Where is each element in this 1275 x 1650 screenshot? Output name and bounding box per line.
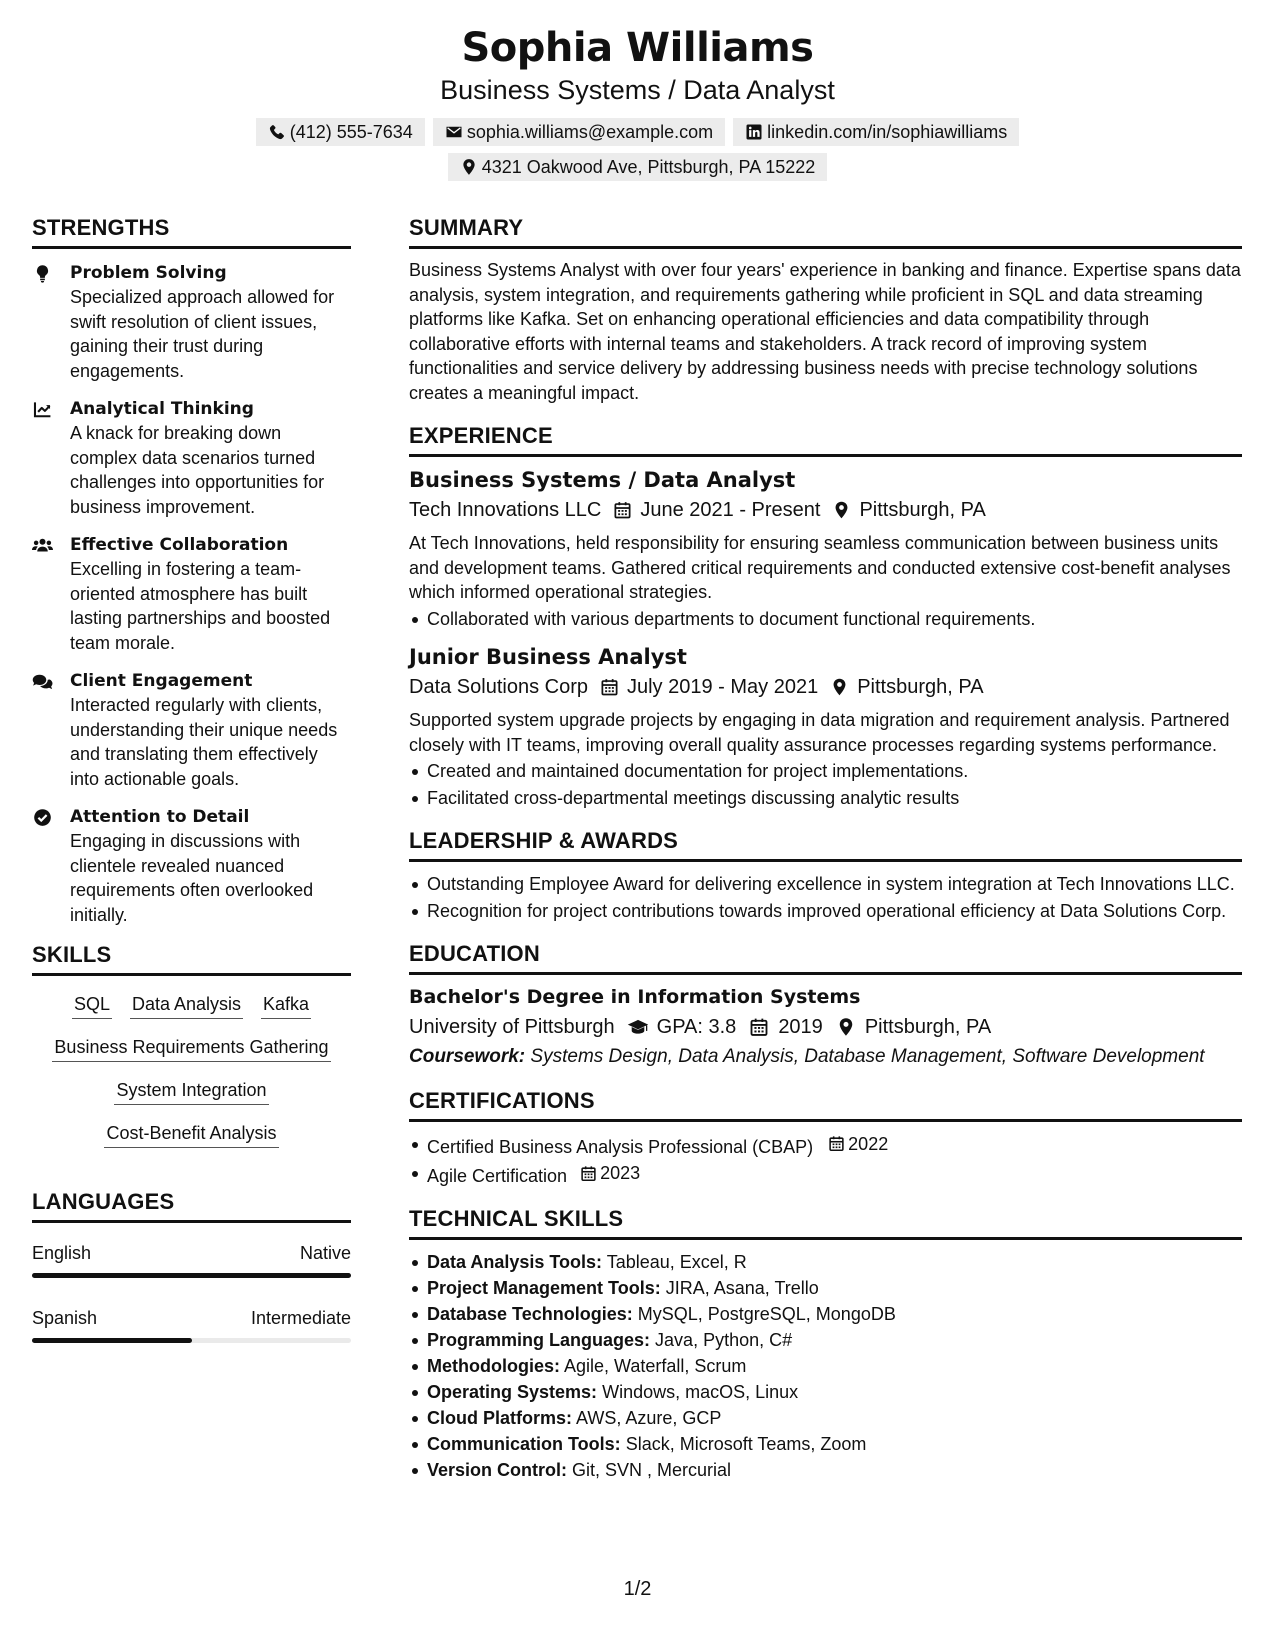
right-column xyxy=(409,214,1242,1483)
technical-skill-label: Communication Tools: xyxy=(427,1434,621,1454)
certification-name: Certified Business Analysis Professional (CBAP) xyxy=(427,1136,814,1157)
technical-skill-value: AWS, Azure, GCP xyxy=(576,1408,722,1428)
calendar-icon xyxy=(613,500,632,520)
job-meta xyxy=(409,671,1242,703)
strength-item xyxy=(32,533,351,655)
job-location: Pittsburgh, PA xyxy=(859,499,986,521)
certification-item xyxy=(409,1161,1242,1188)
map-marker-icon xyxy=(832,500,851,520)
skills-title: SKILLS xyxy=(32,941,351,976)
language-proficiency-bar xyxy=(32,1338,351,1343)
strength-item xyxy=(32,261,351,383)
language-proficiency-fill xyxy=(32,1338,192,1343)
job-bullet: Collaborated with various departments to document functional requirements. xyxy=(409,607,1242,632)
education-degree: Bachelor's Degree in Information Systems xyxy=(409,986,861,1008)
education-location: Pittsburgh, PA xyxy=(864,1016,992,1038)
map-marker-icon xyxy=(460,158,478,176)
summary-title: SUMMARY xyxy=(409,214,1242,249)
technical-skill-value: Java, Python, C# xyxy=(655,1330,793,1350)
comments-icon xyxy=(32,672,53,691)
technical-skill-item xyxy=(409,1354,1242,1379)
chart-line-icon xyxy=(32,400,53,419)
skill-tag: Cost-Benefit Analysis xyxy=(104,1121,278,1148)
experience-title: EXPERIENCE xyxy=(409,422,1242,457)
certifications-title: CERTIFICATIONS xyxy=(409,1087,1242,1122)
users-icon xyxy=(32,536,53,555)
job-bullets xyxy=(409,607,1242,632)
contact-row xyxy=(0,118,1275,146)
strength-desc: Excelling in fostering a team-oriented atmosphere has built lasting partnerships and boosted team morale. xyxy=(70,559,331,653)
education-coursework xyxy=(409,1045,1242,1070)
job-description: At Tech Innovations, held responsibility for ensuring seamless communication between business units and development teams. Gathered critical requirements and conducted extensive cost-benefit analyses which informed operational strategies. xyxy=(409,533,1231,602)
strength-item xyxy=(32,397,351,519)
candidate-name: Sophia Williams xyxy=(461,25,814,71)
language-name: Spanish xyxy=(32,1308,98,1328)
skill-tag: Kafka xyxy=(261,992,311,1019)
technical-skill-label: Operating Systems: xyxy=(427,1382,598,1402)
languages-title: LANGUAGES xyxy=(32,1188,351,1223)
technical-skill-label: Cloud Platforms: xyxy=(427,1408,573,1428)
education-meta xyxy=(409,1011,1242,1043)
strength-desc: Interacted regularly with clients, understanding their unique needs and translating them effectively into actionable goals. xyxy=(70,695,338,789)
education-gpa: GPA: 3.8 xyxy=(656,1016,737,1038)
strength-desc: Engaging in discussions with clientele revealed nuanced requirements often overlooked initially. xyxy=(70,831,314,925)
strengths-title: STRENGTHS xyxy=(32,214,351,249)
leadership-title: LEADERSHIP & AWARDS xyxy=(409,827,1242,862)
skill-tag: System Integration xyxy=(114,1078,268,1105)
skill-tag: Business Requirements Gathering xyxy=(52,1035,330,1062)
education-title: EDUCATION xyxy=(409,940,1242,975)
technical-skill-value: Windows, macOS, Linux xyxy=(602,1382,799,1402)
language-level: Native xyxy=(299,1243,351,1263)
technical-skill-label: Database Technologies: xyxy=(427,1304,633,1324)
strength-desc: A knack for breaking down complex data scenarios turned challenges into opportunities for business improvement. xyxy=(70,423,325,517)
job-meta xyxy=(409,494,1242,526)
award-item: Recognition for project contributions towards improved operational efficiency at Data Solutions Corp. xyxy=(409,899,1242,924)
candidate-role: Business Systems / Data Analyst xyxy=(440,75,835,105)
map-marker-icon xyxy=(835,1017,857,1037)
technical-skill-item xyxy=(409,1406,1242,1431)
job-bullets xyxy=(409,759,1242,810)
strength-title: Effective Collaboration xyxy=(70,535,289,555)
job-title: Junior Business Analyst xyxy=(409,645,687,669)
technical-skill-label: Methodologies: xyxy=(427,1356,560,1376)
technical-skill-label: Programming Languages: xyxy=(427,1330,651,1350)
job-entry xyxy=(409,643,1242,810)
coursework-label: Coursework: xyxy=(409,1046,526,1067)
certification-year: 2022 xyxy=(848,1133,889,1154)
linkedin-text: linkedin.com/in/sophiawilliams xyxy=(767,122,1008,142)
job-dates: June 2021 - Present xyxy=(640,499,821,521)
technical-skill-item xyxy=(409,1276,1242,1301)
technical-skills-list xyxy=(409,1250,1242,1483)
strength-title: Analytical Thinking xyxy=(70,399,254,419)
strength-item xyxy=(32,805,351,927)
phone-text: (412) 555-7634 xyxy=(289,122,413,142)
technical-skill-value: Agile, Waterfall, Scrum xyxy=(564,1356,747,1376)
job-bullet: Created and maintained documentation for project implementations. xyxy=(409,759,1242,784)
lightbulb-icon xyxy=(32,264,53,283)
leadership-list xyxy=(409,872,1242,923)
linkedin-icon xyxy=(745,123,763,141)
technical-skill-label: Data Analysis Tools: xyxy=(427,1252,603,1272)
education-year: 2019 xyxy=(778,1016,823,1038)
language-item xyxy=(32,1241,351,1278)
certification-item xyxy=(409,1132,1242,1159)
technical-skill-label: Project Management Tools: xyxy=(427,1278,661,1298)
skills-list xyxy=(32,992,351,1148)
education-school: University of Pittsburgh xyxy=(409,1016,615,1038)
language-proficiency-fill xyxy=(32,1273,351,1278)
language-item xyxy=(32,1306,351,1343)
job-company: Tech Innovations LLC xyxy=(409,499,602,521)
certification-name: Agile Certification xyxy=(427,1165,568,1186)
map-marker-icon xyxy=(830,677,849,697)
award-item: Outstanding Employee Award for delivering excellence in system integration at Tech Innovations LLC. xyxy=(409,872,1242,897)
left-column xyxy=(32,214,351,1343)
technical-skill-value: MySQL, PostgreSQL, MongoDB xyxy=(637,1304,896,1324)
address-contact xyxy=(448,153,828,181)
job-title: Business Systems / Data Analyst xyxy=(409,468,796,492)
technical-skill-value: Git, SVN , Mercurial xyxy=(572,1460,732,1480)
technical-skill-value: Slack, Microsoft Teams, Zoom xyxy=(625,1434,867,1454)
strength-title: Client Engagement xyxy=(70,671,253,691)
technical-skill-item xyxy=(409,1432,1242,1457)
technical-skill-value: JIRA, Asana, Trello xyxy=(665,1278,819,1298)
language-proficiency-bar xyxy=(32,1273,351,1278)
graduation-cap-icon xyxy=(627,1017,649,1037)
technical-skill-item xyxy=(409,1302,1242,1327)
address-text: 4321 Oakwood Ave, Pittsburgh, PA 15222 xyxy=(481,157,816,177)
envelope-icon xyxy=(445,123,463,141)
strengths-list xyxy=(32,261,351,927)
language-level: Intermediate xyxy=(250,1308,351,1328)
check-circle-icon xyxy=(32,808,53,827)
calendar-icon xyxy=(748,1017,770,1037)
skill-tag: SQL xyxy=(72,992,112,1019)
technical-skill-item xyxy=(409,1328,1242,1353)
coursework-text: Systems Design, Data Analysis, Database Management, Software Development xyxy=(530,1046,1205,1067)
strength-desc: Specialized approach allowed for swift resolution of client issues, gaining their trust during engagements. xyxy=(70,287,335,381)
technical-skill-value: Tableau, Excel, R xyxy=(606,1252,747,1272)
phone-contact[interactable] xyxy=(256,118,425,146)
technical-skills-title: TECHNICAL SKILLS xyxy=(409,1205,1242,1240)
certification-year: 2023 xyxy=(600,1162,641,1183)
email-text: sophia.williams@example.com xyxy=(466,122,714,142)
job-dates: July 2019 - May 2021 xyxy=(626,676,819,698)
job-bullet: Facilitated cross-departmental meetings discussing analytic results xyxy=(409,786,1242,811)
linkedin-contact[interactable] xyxy=(733,118,1019,146)
summary-text: Business Systems Analyst with over four years' experience in banking and finance. Expertise spans data analysis, system integration, and requirements gathering while proficient in SQL and data streaming platforms like Kafka. Set on enhancing operational efficiencies and data compatibility through collaborative efforts with internal teams and stakeholders. A track record of improving system functionalities and service delivery by addressing business needs with precise technology solutions creates a meaningful impact. xyxy=(409,260,1241,403)
certifications-list xyxy=(409,1132,1242,1189)
page-number: 1/2 xyxy=(623,1578,652,1600)
job-location: Pittsburgh, PA xyxy=(857,676,984,698)
technical-skill-item xyxy=(409,1380,1242,1405)
phone-icon xyxy=(268,123,286,141)
skill-tag: Data Analysis xyxy=(130,992,243,1019)
calendar-icon xyxy=(600,677,619,697)
strength-title: Attention to Detail xyxy=(70,807,250,827)
calendar-icon xyxy=(580,1165,597,1182)
job-description: Supported system upgrade projects by engaging in data migration and requirement analysis. Partnered closely with IT teams, improving overall quality assurance processes regarding systems performance. xyxy=(409,710,1230,755)
address-row xyxy=(0,153,1275,181)
job-company: Data Solutions Corp xyxy=(409,676,588,698)
strength-item xyxy=(32,669,351,791)
language-name: English xyxy=(32,1243,92,1263)
calendar-icon xyxy=(828,1135,845,1152)
technical-skill-label: Version Control: xyxy=(427,1460,568,1480)
strength-title: Problem Solving xyxy=(70,263,227,283)
resume-header xyxy=(0,0,1275,181)
technical-skill-item xyxy=(409,1458,1242,1483)
technical-skill-item xyxy=(409,1250,1242,1275)
job-entry xyxy=(409,466,1242,631)
email-contact[interactable] xyxy=(433,118,725,146)
